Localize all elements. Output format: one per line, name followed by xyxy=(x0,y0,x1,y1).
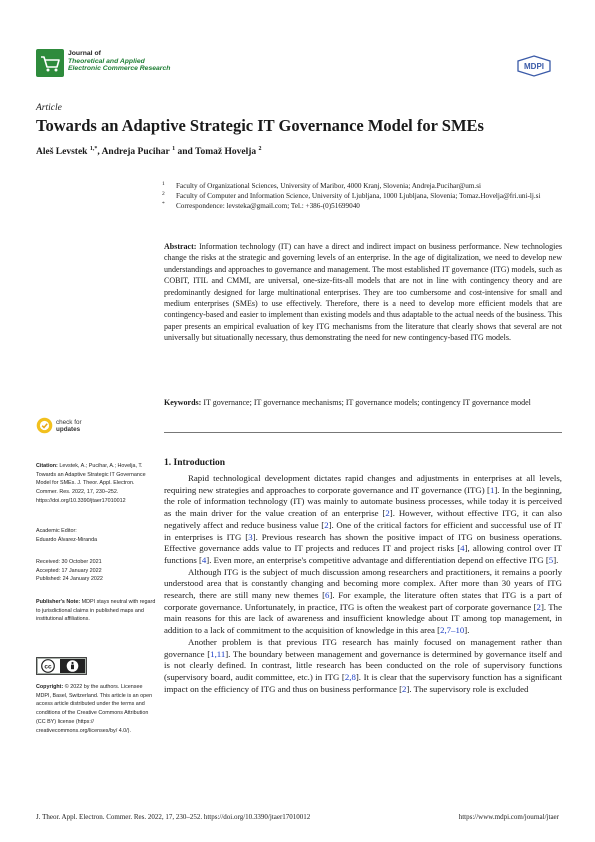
body-paragraph xyxy=(164,473,562,567)
cc-icon-text: cc xyxy=(44,663,52,671)
citation-link[interactable]: 2 xyxy=(324,519,329,530)
journal-name-line2: Theoretical and Applied xyxy=(68,57,145,65)
body-paragraph xyxy=(164,637,562,696)
citation-link[interactable]: 4 xyxy=(460,543,465,554)
copyright-text: © 2022 by the authors. Licensee MDPI, Basel, Switzerland. This article is an open access article distributed under the terms and conditions of the Creative Commons Attribution (CC BY) license (https:// creativecommons.org/licenses/by/ 4.0/). xyxy=(36,684,153,734)
journal-name-line3: Electronic Commerce Research xyxy=(68,65,171,73)
body-text-run: ]. It is clear that the supervisory function has a significant impact on the efficiency of ITG and thus on business performance [ xyxy=(164,671,563,694)
citation-link[interactable]: 6 xyxy=(325,590,330,601)
article-type: Article xyxy=(36,103,62,113)
journal-name-line1: Journal of xyxy=(68,50,101,57)
cc-by-license-badge[interactable] xyxy=(36,657,87,675)
copyright-block xyxy=(36,683,156,735)
body-text-run: ]. xyxy=(553,554,559,565)
academic-editor-name: Eduardo Álvarez-Miranda xyxy=(36,536,98,543)
footer-citation-text: J. Theor. Appl. Electron. Commer. Res. 2022, 17, 230–252. https://doi.org/10.3390/jtaer17010012 xyxy=(36,813,311,821)
citation-link[interactable]: 1,11 xyxy=(210,648,226,659)
body-text xyxy=(164,473,562,695)
author-affiliation-mark: 1,* xyxy=(89,146,98,152)
author-name: Andreja Pucihar xyxy=(101,147,170,158)
citation-link[interactable]: 2 xyxy=(402,683,407,694)
author-affiliation-mark: 2 xyxy=(258,146,262,152)
received-date: Received: 30 October 2021 xyxy=(36,559,102,565)
body-text-run: Rapid technological development dictates rapid changes and adjustments in enterprises at all levels, requiring new strategies and approaches to corporate governance and IT governance (ITG) [ xyxy=(164,473,562,495)
body-text-run: ]. The main reasons for this are lack of awareness and insufficient knowledge about IT among top management, in addition to a lack of commitment to the acquisition of knowledge in this area [ xyxy=(164,601,562,636)
footer-citation xyxy=(36,813,310,821)
check-for-updates-badge[interactable] xyxy=(36,417,116,437)
citation-link[interactable]: 5 xyxy=(548,554,554,565)
citation-link[interactable]: 4 xyxy=(201,554,207,565)
author-list xyxy=(36,146,262,157)
author-name: Tomaž Hovelja xyxy=(195,147,257,158)
publisher-note-block xyxy=(36,598,156,624)
accepted-date: Accepted: 17 January 2022 xyxy=(36,567,102,574)
affiliation-item xyxy=(162,181,562,191)
check-updates-icon xyxy=(36,417,53,434)
author-name: Aleš Levstek xyxy=(36,147,88,158)
body-text-run: ], allowing control over IT functions [ xyxy=(164,543,563,565)
keywords xyxy=(164,397,562,408)
affiliation-number: 2 xyxy=(162,191,165,197)
body-text-run: ]. For example, the literature often states that ITG is a part of corporate governance. Unfortunately, in practice, ITG is often the weakest part of corporate governance [ xyxy=(164,590,562,612)
body-text-run: ]. Previous research has shown the positive impact of ITG on business operations. Effective governance adds value to IT projects and reduces IT and project risks [ xyxy=(164,531,562,554)
journal-logo xyxy=(36,49,64,77)
journal-name xyxy=(68,50,170,73)
article-title: Towards an Adaptive Strategic IT Governance Model for SMEs xyxy=(36,116,484,135)
divider xyxy=(164,432,562,433)
body-text-run: Another problem is that previous ITG research has mainly focused on management rather than governance [ xyxy=(164,636,562,659)
abstract-text: Information technology (IT) can have a direct and indirect impact on business performance. New technologies change the risks at the strategic and governing levels of an enterprise. In the age of digitalization, we need to develop new understandings and approaches to governance and management. The most established IT governance (ITG) models, such as COBIT, ITIL and CMMI, are universal, one-size-fits-all models that are not in line with contingency theory and are predominantly designed for large multinational enterprises. They are too cumbersome and cost-intensive for small and medium enterprises (SMEs) to use effectively. Therefore, there is a need to develop more efficient models that are contingency-based and easier to implement than existing models and thus adaptable to the actual needs of the business. This paper presents an empirical evaluation of key ITG mechanisms from the literature that clearly shows that several are not universally but situationally necessary, thus demonstrating the need for new contingency-based ITG models. xyxy=(164,242,563,343)
affiliation-text: Correspondence: levsteka@gmail.com; Tel.: +386-(0)51699040 xyxy=(176,202,360,210)
citation-link[interactable]: 3 xyxy=(248,531,253,542)
affiliation-item xyxy=(162,201,562,211)
published-date: Published: 24 January 2022 xyxy=(36,576,103,583)
citation-link[interactable]: 2 xyxy=(536,601,541,612)
affiliation-text: Faculty of Computer and Information Science, University of Ljubljana, 1000 Ljubljana, Slovenia; Tomaz.Hovelja@fri.uni-lj.si xyxy=(176,192,541,200)
publisher-note-text: MDPI stays neutral with regard to jurisdictional claims in published maps and institutional affiliations. xyxy=(36,599,156,623)
author-affiliation-mark: 1 xyxy=(172,146,176,152)
body-paragraph xyxy=(164,567,562,637)
affiliation-item xyxy=(162,191,562,201)
footer-journal-url[interactable] xyxy=(459,813,559,821)
footer-journal-url-text[interactable]: https://www.mdpi.com/journal/jtaer xyxy=(458,813,559,821)
affiliations xyxy=(162,181,562,211)
body-text-run: Although ITG is the subject of much discussion among researchers and practitioners, it remains a poorly understood area that is constantly changing and becoming more complex. After more than 30 years of ITG research, there are still many new themes [ xyxy=(164,566,562,601)
body-text-run: ]. One of the critical factors for efficient and successful use of IT in enterprises is ITG [ xyxy=(164,519,562,542)
copyright-label: Copyright: xyxy=(36,684,64,690)
body-text-run: ]. In the beginning, the role of information technology (IT) was mainly to automate business processes, while today it is perceived as the main driver for the value creation of an enterprise [ xyxy=(164,484,562,519)
keywords-label: Keywords: xyxy=(164,398,202,407)
section-heading: 1. Introduction xyxy=(164,458,226,468)
keywords-text: IT governance; IT governance mechanisms; IT governance models; contingency IT governance model xyxy=(203,398,531,407)
check-updates-line1: check for xyxy=(56,419,82,426)
check-updates-line2: updates xyxy=(56,426,81,433)
academic-editor-block xyxy=(36,527,156,544)
academic-editor-label: Academic Editor: xyxy=(36,528,77,534)
citation-link[interactable]: 2 xyxy=(385,508,390,519)
mdpi-logo-text: MDPI xyxy=(524,62,544,71)
citation-block xyxy=(36,462,156,506)
body-text-run: ]. xyxy=(464,625,470,636)
publisher-note-label: Publisher's Note: xyxy=(36,599,81,605)
dates-block xyxy=(36,558,156,584)
author-separator: , xyxy=(97,147,102,158)
citation-link[interactable]: 2,8 xyxy=(344,671,356,682)
body-text-run: ]. The supervisory role is excluded xyxy=(406,683,529,694)
abstract-label: Abstract: xyxy=(164,242,197,251)
affiliation-number: * xyxy=(162,201,165,207)
citation-text: Levstek, A.; Pucihar, A.; Hovelja, T. Towards an Adaptive Strategic IT Governance Model for SMEs. J. Theor. Appl. Electron. Commer. Res. 2022, 17, 230–252. https://doi.org/10.3390/jtaer17010012 xyxy=(36,463,146,504)
mdpi-logo xyxy=(516,55,552,77)
author-separator: and xyxy=(175,147,196,158)
affiliation-number: 1 xyxy=(162,181,165,187)
body-text-run: ]. The boundary between management and governance is determined by governance itself and is not clearly defined. In contrast, little research has been conducted on the role of supervisory functions (supervisory board, audit committee, etc.) in ITG [ xyxy=(164,648,562,682)
body-text-run: ]. Even more, an enterprise's competitive advantage and differentiation depend on effective ITG [ xyxy=(206,554,549,565)
citation-label: Citation: xyxy=(36,463,58,469)
citation-link[interactable]: 2,7–10 xyxy=(440,625,465,636)
shopping-cart-icon xyxy=(36,49,64,77)
affiliation-text: Faculty of Organizational Sciences, University of Maribor, 4000 Kranj, Slovenia; Andreja.Pucihar@um.si xyxy=(176,182,482,190)
citation-link[interactable]: 1 xyxy=(489,484,495,495)
abstract xyxy=(164,241,562,344)
body-text-run: ]. However, without effective ITG, it can also negatively affect and reduce business value [ xyxy=(164,508,563,530)
